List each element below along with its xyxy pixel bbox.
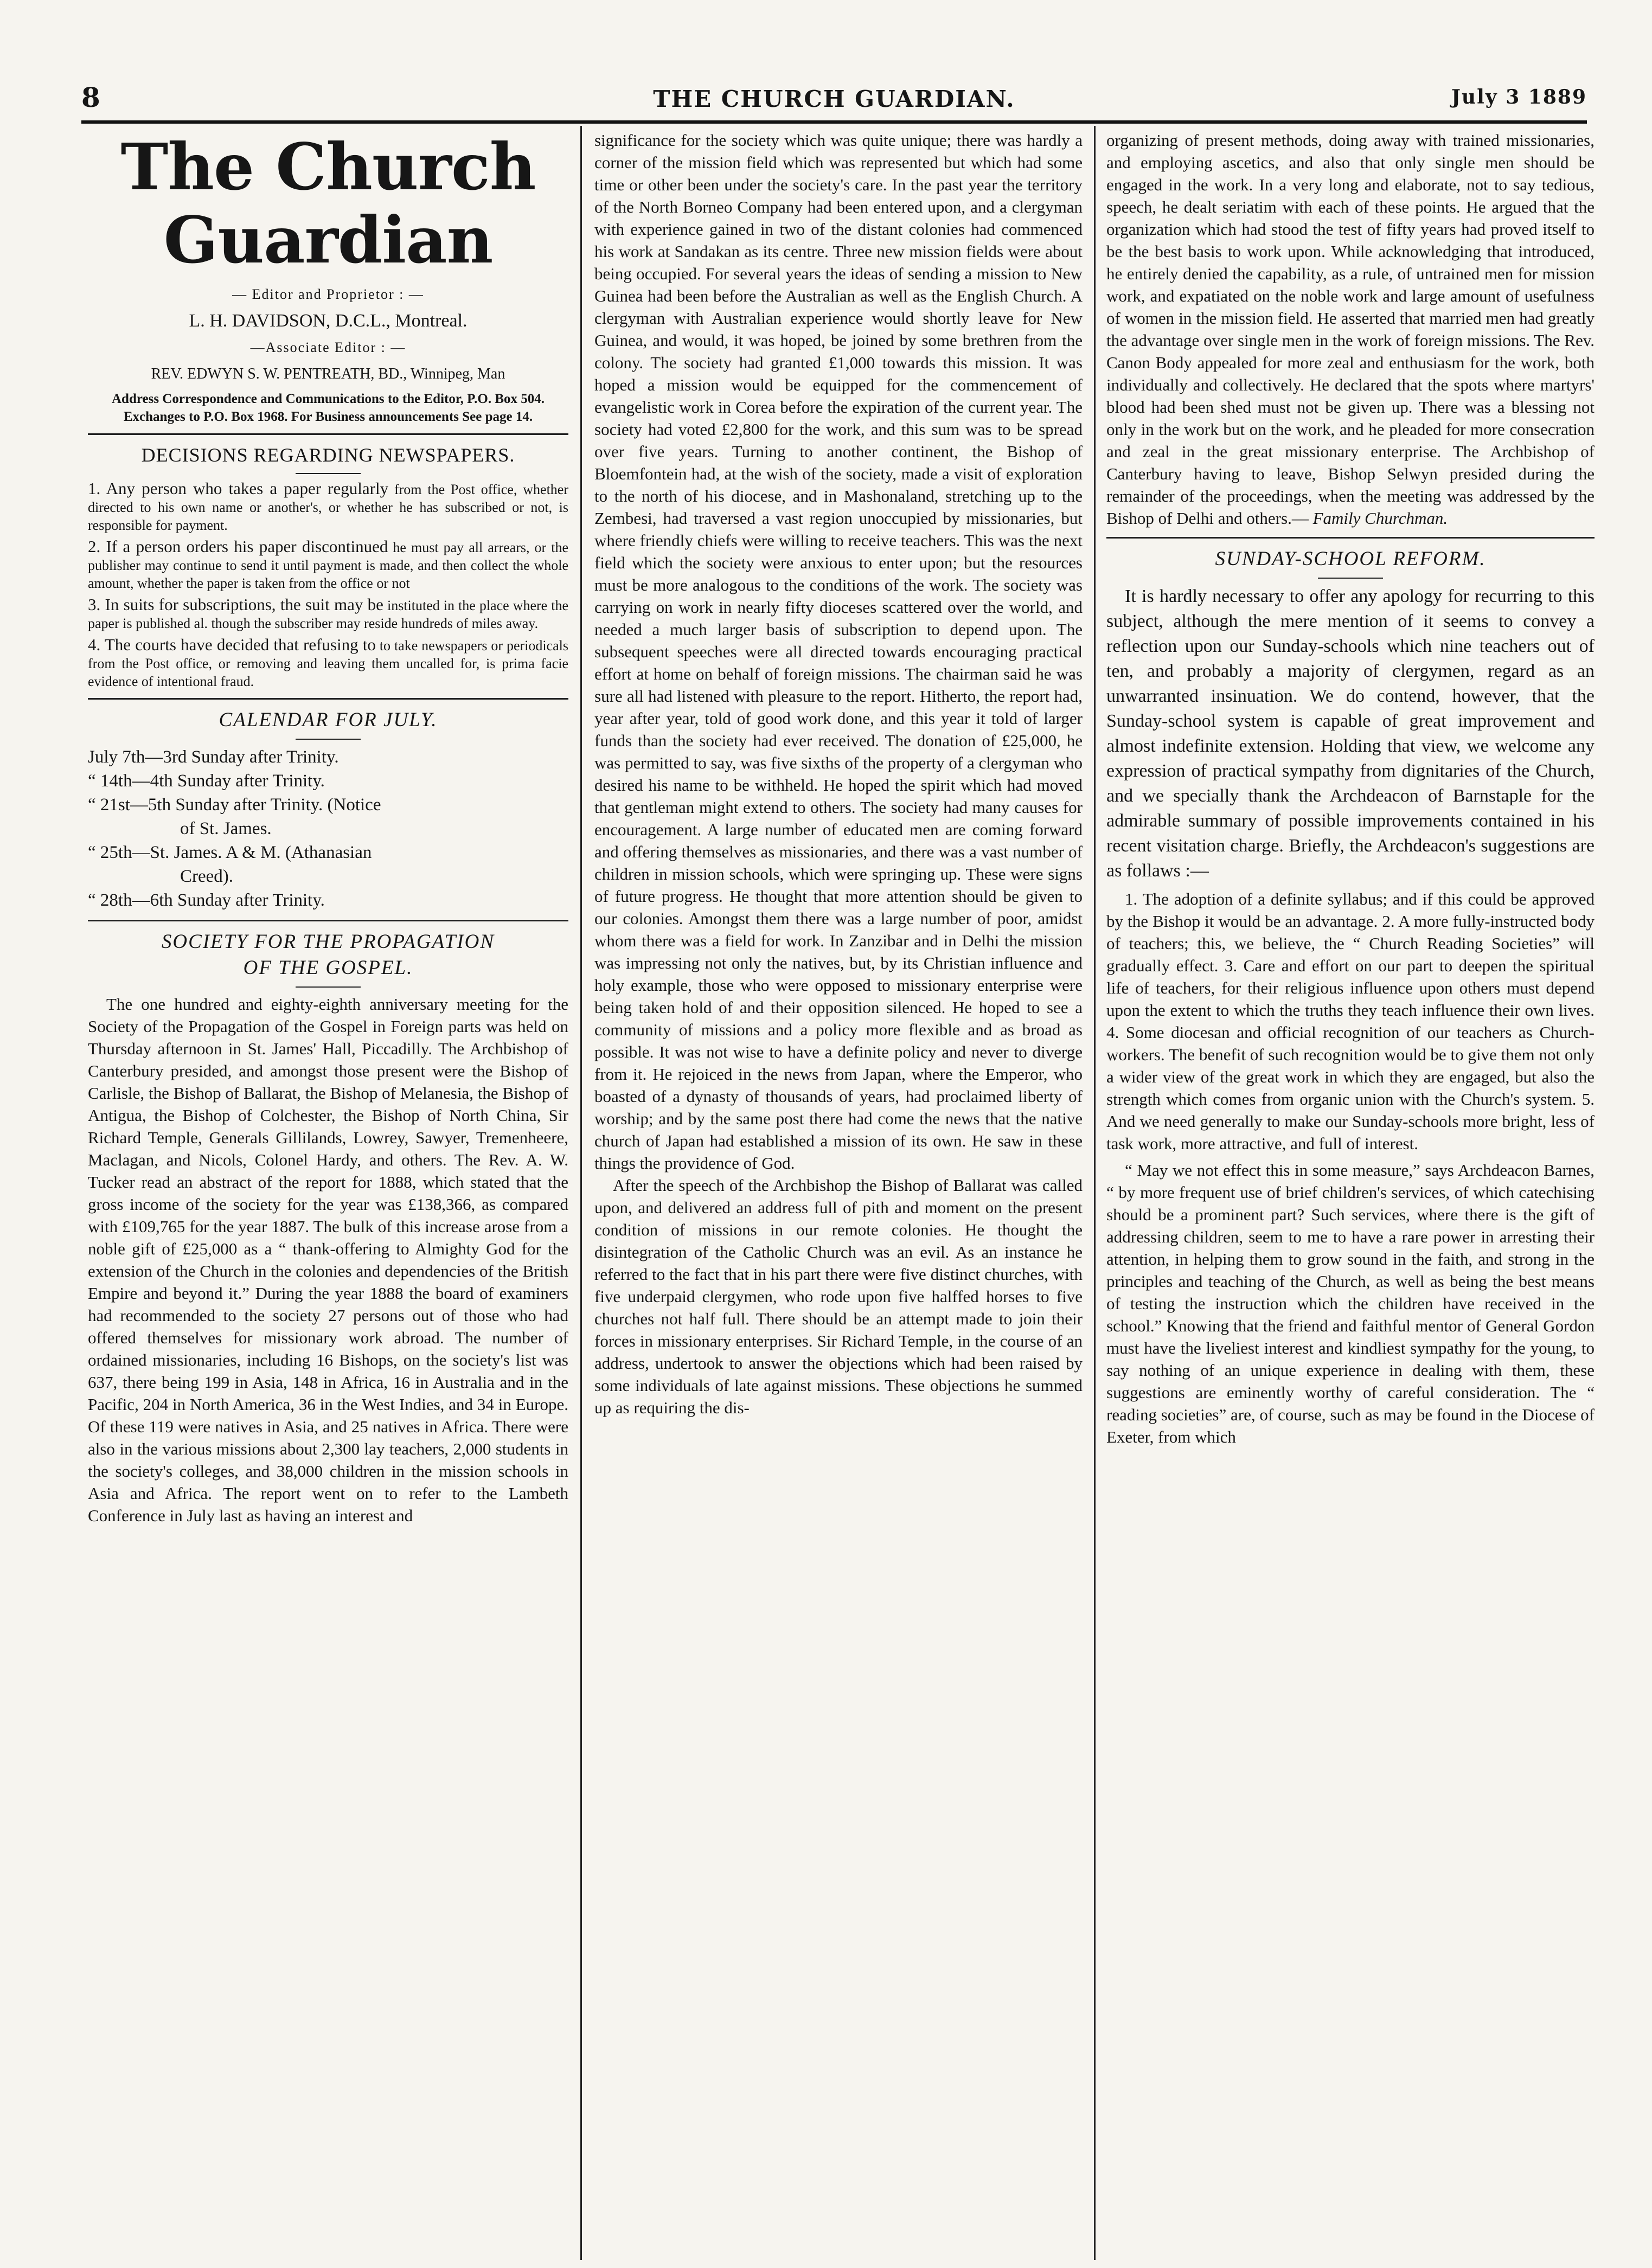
decision-lead: 1. Any person who takes a paper regularly xyxy=(88,479,389,498)
decision-lead: 4. The courts have decided that refusing to xyxy=(88,635,376,654)
column-1 xyxy=(88,129,568,2260)
calendar-line: “ 14th—4th Sunday after Trinity. xyxy=(88,771,325,791)
column-divider xyxy=(1094,126,1096,2260)
decision-item xyxy=(88,537,568,592)
decision-lead: 2. If a person orders his paper discontinued xyxy=(88,537,388,556)
decision-text: to take newspapers or periodicals from the Post office, or removing and leaving them uncalled for, is prima facie evidence of intentional fraud. xyxy=(88,638,568,689)
issue-date: July 3 1889 xyxy=(1451,86,1587,108)
header-rule xyxy=(81,120,1587,124)
masthead-title: The Church Guardian xyxy=(120,129,536,278)
spg-paragraph: The one hundred and eighty-eighth anniversary meeting for the Society of the Propagation of the Gospel in Foreign parts was held on Thursday afternoon in St. James' Hall, Piccadilly. The Archbishop of Canterbury presided, and amongst those present were the Bishop of Carlisle, the Bishop of Ballarat, the Bishop of Melanesia, the Bishop of Antigua, the Bishop of Colchester, the Bishop of North China, Sir Richard Temple, Generals Gillilands, Lowrey, Sawyer, Tremenheere, Maclagan, and Nicols, Colonel Hardy, and others. The Rev. A. W. Tucker read an abstract of the report for 1888, which stated that the gross income of the society for the year was £138,366, as compared with £109,765 for the year 1887. The bulk of this increase arose from a noble gift of £25,000 as a “ thank-offering to Almighty God for the extension of the Church in the colonies and dependencies of the British Empire and beyond it.” During the year 1888 the board of examiners had recommended to the society 27 persons out of those who had offered themselves for missionary work abroad. The number of ordained missionaries, including 16 Bishops, on the society's list was 637, there being 199 in Asia, 148 in Africa, 16 in Australia and in the Pacific, 204 in North America, 36 in the West Indies, and 34 in Europe. Of these 119 were natives in Asia, and 25 natives in Africa. There were also in the various missions about 2,300 lay teachers, 2,000 students in the society's colleges, and 38,000 children in the mission schools in Asia and Africa. The report went on to refer to the Lambeth Conference in July last as having an interest and xyxy=(88,995,568,1525)
short-rule xyxy=(296,986,361,988)
spg-heading-line2: OF THE GOSPEL. xyxy=(243,957,413,979)
associate-caption: —Associate Editor : — xyxy=(250,339,406,355)
running-title: THE CHURCH GUARDIAN. xyxy=(653,86,1015,112)
short-rule xyxy=(296,473,361,474)
editor-caption: — Editor and Proprietor : — xyxy=(232,286,424,302)
sunday-school-heading: SUNDAY-SCHOOL REFORM. xyxy=(1215,548,1486,570)
spg-paragraph: After the speech of the Archbishop the Bishop of Ballarat was called upon, and delivered an address full of pith and moment on the present condition of missions in our remote colonies. He thought the disintegration of the Catholic Church was an evil. As an instance he referred to the fact that in his part there were five distinct churches, with five underpaid clergymen, who rode upon five halffed horses to five churches not half full. There should be an attempt made to join their forces in missionary enterprises. Sir Richard Temple, in the course of an address, undertook to answer the objections which had been raised by some individuals of late against missions. These objections he summed up as requiring the dis- xyxy=(594,1176,1083,1417)
decision-text: instituted in the place where the paper is published al. though the subscriber may reside hundreds of miles away. xyxy=(88,598,568,631)
decisions-heading: DECISIONS REGARDING NEWSPAPERS. xyxy=(141,444,515,466)
spg-paragraph-text: organizing of present methods, doing away with trained missionaries, and employing ascetics, and also that only single men should be engaged in the work. In a very long and elaborate, not to say tedious, speech, he dealt seriatim with each of these points. He argued that the organization which had stood the test of fifty years had proved itself to be the best basis to work upon. While acknowledging that introduced, he entirely denied the capability, as a rule, of untrained men for mission work, and expatiated on the noble work and large amount of usefulness of women in the mission field. He asserted that married men had greatly the advantage over single men in the work of foreign missions. The Rev. Canon Body appealed for more zeal and enthusiasm for the work, both individually and collectively. He declared that the spots where martyrs' blood had been shed must not be given up. There was a blessing not only in the work but on the work, and he pleaded for more consecration and zeal in the great missionary enterprise. The Archbishop of Canterbury having to leave, Bishop Selwyn presided during the remainder of the proceedings, when the meeting was addressed by the Bishop of Delhi and others.— xyxy=(1106,131,1595,528)
column-3 xyxy=(1106,129,1595,2260)
decision-text: he must pay all arrears, or the publisher may continue to send it until payment is made, and then collect the whole amount, whether the paper is taken from the office or not xyxy=(88,540,568,591)
short-rule xyxy=(296,739,361,740)
calendar-heading: CALENDAR FOR JULY. xyxy=(219,709,438,731)
calendar-line: “ 28th—6th Sunday after Trinity. xyxy=(88,890,325,910)
spg-heading-line1: SOCIETY FOR THE PROPAGATION xyxy=(161,931,495,953)
decisions-list xyxy=(88,479,568,690)
decision-lead: 3. In suits for subscriptions, the suit may be xyxy=(88,595,383,614)
divider xyxy=(88,698,568,700)
calendar-line: July 7th—3rd Sunday after Trinity. xyxy=(88,747,339,767)
associate-name: REV. EDWYN S. W. PENTREATH, BD., Winnipeg, Man xyxy=(151,366,505,382)
divider xyxy=(1106,537,1595,539)
address-notice: Address Correspondence and Communications to the Editor, P.O. Box 504. Exchanges to P.O. Box 1968. For Business announcements See page 14. xyxy=(112,392,545,424)
calendar-line: “ 25th—St. James. A & M. (Athanasian xyxy=(88,843,372,862)
decision-item xyxy=(88,595,568,632)
sunday-school-paragraph: It is hardly necessary to offer any apology for recurring to this subject, although the mere mention of it seems to convey a reflection upon our Sunday-schools which nine teachers out of ten, and probably a majority of clergymen, regard as an unwarranted insinuation. We do contend, however, that the Sunday-school system is capable of great improvement and almost indefinite extension. Holding that view, we welcome any expression of practical sympathy from dignitaries of the Church, and we specially thank the Archdeacon of Barnstaple for the admirable summary of possible improvements contained in his recent visitation charge. Briefly, the Archdeacon's suggestions are as follaws :— xyxy=(1106,586,1595,881)
page-number: 8 xyxy=(81,81,100,113)
calendar-list xyxy=(88,745,568,912)
decision-text: from the Post office, whether directed to his own name or another's, or whether he has subscribed or not, is responsible for payment. xyxy=(88,482,568,533)
divider xyxy=(88,433,568,435)
spg-source: Family Churchman. xyxy=(1312,509,1448,528)
sunday-school-paragraph: “ May we not effect this in some measure,” says Archdeacon Barnes, “ by more frequent use of brief children's services, of which catechising should be a prominent part? Such services, where there is the gift of addressing children, seem to me to have a rare power in arresting their attention, in helping them to grow sound in the faith, and strong in the principles and teaching of the Church, as well as being the best means of testing the instruction which the children have received in the school.” Knowing that the friend and faithful mentor of General Gordon must have the liveliest interest and kindliest sympathy for the young, to say nothing of an unique experience in dealing with them, these suggestions are eminently worthy of careful consideration. The “ reading societies” are, of course, such as may be found in the Diocese of Exeter, from which xyxy=(1106,1161,1595,1446)
calendar-line: of St. James. xyxy=(180,819,272,838)
decision-item xyxy=(88,479,568,534)
editor-name: L. H. DAVIDSON, D.C.L., Montreal. xyxy=(189,311,468,331)
spg-paragraph xyxy=(1106,129,1595,529)
running-header xyxy=(81,81,1587,114)
spg-paragraph: significance for the society which was quite unique; there was hardly a corner of the mission field which was represented but which had some time or other been under the society's care. In the past year the territory of the North Borneo Company had been entered upon, and a clergyman with experience gained in two of the distant colonies had commenced his work at Sandakan as its centre. Three new mission fields were about being occupied. For several years the ideas of sending a mission to New Guinea had been before the Australian as well as the English Church. A clergyman with Australian experience would shortly leave for New Guinea, and would, it was hoped, be joined by some brethren from the colony. The society had granted £1,000 towards this mission. It was hoped a mission would be equipped for the commencement of evangelistic work in Corea before the expiration of the current year. The society had voted £2,800 for the work, and this sum was to be spread over five years. Turning to another continent, the Bishop of Bloemfontein had, at the wish of the society, made a visit of exploration to the north of his diocese, and in Mashonaland, stretching up to the Zembesi, had traversed a vast region unoccupied by missionaries, but where friendly chiefs were willing to receive teachers. This was the next field which the society were anxious to enter upon; but the resources must be more analogous to the conditions of the work. The society was carrying on work in nearly fifty dioceses scattered over the world, and needed a much larger basis of subscription to depend upon. The subsequent speeches were all directed towards encouraging practical effort at home on behalf of foreign missions. The chairman said he was sure all had listened with pleasure to the report. Hitherto, the report had, year after year, told of good work done, and this year it told of larger funds than the society had ever received. The donation of £25,000, he was permitted to say, was five sixths of the property of a clergyman who desired his name to be withheld. He hoped the spirit which had moved that gentleman might extend to others. The society had many causes for encouragement. A large number of educated men are coming forward and offering themselves as missionaries, and there was a vast number of children in mission schools, which were springing up. These were signs of future progress. He thought that more attention should be given to our colonies. Amongst them there was a large number of poor, amidst whom there was a field for work. In Zanzibar and in Delhi the mission was impressing not only the natives, but, by its Christian influence and holy example, those who were opposed to missionary enterprise were being taken hold of and their opposition silenced. He hoped to see a community of missions and a policy more flexible and as broad as possible. It was not wise to have a definite policy and never to diverge from it. He rejoiced in the news from Japan, where the Emperor, who boasted of a dynasty of thousands of years, had proclaimed liberty of worship; and by the same post there had come the news that the native church of Japan had established a mission of its own. He saw in these things the providence of God. xyxy=(594,131,1083,1173)
column-2 xyxy=(594,129,1083,2260)
divider xyxy=(88,920,568,921)
calendar-line: “ 21st—5th Sunday after Trinity. (Notice xyxy=(88,795,381,815)
short-rule xyxy=(1318,578,1383,579)
sunday-school-paragraph: 1. The adoption of a definite syllabus; and if this could be approved by the Bishop it would be an advantage. 2. A more fully-instructed body of teachers; this, we believe, the “ Church Reading Societies” will gradually effect. 3. Care and effort on our part to deepen the spiritual life of teachers, for their religious influence upon others must depend upon the extent to which the truths they teach influence their own lives. 4. Some diocesan and official recognition of our teachers as Church-workers. The benefit of such recognition would be to give them not only a wider view of the great work in which they are engaged, but also the strength which comes from organic union with the Church's system. 5. And we need generally to make our Sunday-schools more bright, less of task work, more attractive, and full of interest. xyxy=(1106,889,1595,1153)
decision-item xyxy=(88,636,568,690)
calendar-line: Creed). xyxy=(180,867,234,886)
column-divider xyxy=(580,126,582,2260)
